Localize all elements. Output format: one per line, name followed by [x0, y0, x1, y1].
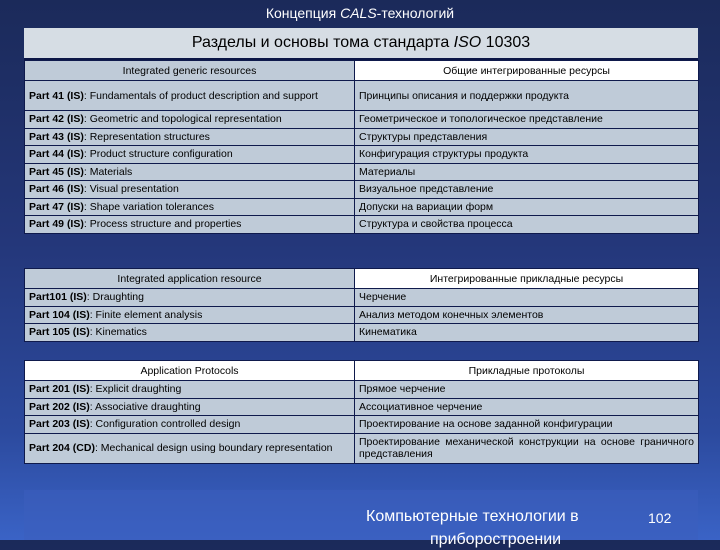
part-code: Part 104 (IS) — [29, 308, 90, 321]
table-row — [25, 289, 699, 307]
slide-title — [24, 28, 698, 60]
title-suffix: 10303 — [481, 34, 531, 51]
part-title-en: : Explicit draughting — [89, 383, 182, 396]
part-code: Part 204 (CD) — [29, 442, 95, 454]
table-row — [25, 306, 699, 324]
part-en-cell — [25, 381, 355, 399]
table-row — [25, 416, 699, 434]
part-code: Part 202 (IS) — [29, 400, 90, 413]
table-row — [25, 324, 699, 342]
part-title-en: : Fundamentals of product description and support — [83, 89, 318, 102]
table-row — [25, 198, 699, 216]
part-en-cell — [25, 289, 355, 307]
part-title-en: : Mechanical design using boundary representation — [94, 442, 333, 454]
part-ru-cell: Структура и свойства процесса — [355, 216, 699, 234]
part-en-cell — [25, 398, 355, 416]
table-row — [25, 146, 699, 164]
part-ru-cell: Черчение — [355, 289, 699, 307]
section-heading-en: Application Protocols — [25, 361, 355, 381]
part-en-cell — [25, 324, 355, 342]
part-code: Part 43 (IS) — [29, 130, 84, 143]
part-code: Part 203 (IS) — [29, 418, 90, 431]
title-prefix: Разделы и основы тома стандарта — [191, 34, 454, 51]
header-text-prefix: Концепция — [265, 5, 341, 21]
footer-band — [24, 490, 698, 540]
part-en-cell — [25, 433, 355, 463]
table-row — [25, 433, 699, 463]
part-code: Part 44 (IS) — [29, 148, 84, 161]
part-en-cell — [25, 306, 355, 324]
header-text-suffix: -технологий — [376, 5, 455, 21]
section-heading-ru: Интегрированные прикладные ресурсы — [355, 269, 699, 289]
part-code: Part 201 (IS) — [29, 383, 90, 396]
header-text-italic: CALS — [340, 5, 377, 21]
section-table-application-protocols — [24, 360, 699, 464]
part-en-cell — [25, 163, 355, 181]
part-en-cell — [25, 416, 355, 434]
part-code: Part 42 (IS) — [29, 113, 84, 126]
slide-header — [0, 0, 720, 26]
part-title-en: : Geometric and topological representation — [83, 113, 282, 126]
part-ru-cell: Материалы — [355, 163, 699, 181]
section-table-generic-resources — [24, 60, 699, 234]
part-title-en: : Draughting — [86, 291, 144, 304]
part-title-en: : Configuration controlled design — [89, 418, 241, 431]
table-row — [25, 381, 699, 399]
part-code: Part 105 (IS) — [29, 326, 90, 339]
part-ru-cell: Допуски на вариации форм — [355, 198, 699, 216]
section-heading-en: Integrated generic resources — [25, 61, 355, 81]
part-code: Part101 (IS) — [29, 291, 87, 304]
part-en-cell — [25, 128, 355, 146]
part-title-en: : Associative draughting — [89, 400, 201, 413]
part-en-cell — [25, 111, 355, 129]
section-heading-ru: Прикладные протоколы — [355, 361, 699, 381]
title-italic: ISO — [453, 34, 482, 51]
part-en-cell — [25, 198, 355, 216]
part-en-cell — [25, 181, 355, 199]
table-row — [25, 111, 699, 129]
part-en-cell — [25, 81, 355, 111]
part-title-en: : Kinematics — [89, 326, 147, 339]
part-title-en: : Visual presentation — [83, 183, 179, 196]
table-row — [25, 398, 699, 416]
footer-text: Компьютерные технологии в — [366, 508, 579, 525]
part-ru-cell: Конфигурация структуры продукта — [355, 146, 699, 164]
part-ru-cell: Проектирование механической конструкции на основе граничного представления — [355, 433, 699, 463]
part-en-cell — [25, 146, 355, 164]
footer-text-cut: приборостроении — [430, 531, 562, 548]
part-ru-cell: Прямое черчение — [355, 381, 699, 399]
part-title-en: : Finite element analysis — [89, 308, 203, 321]
page-number: 102 — [648, 510, 672, 526]
table-row — [25, 81, 699, 111]
part-code: Part 49 (IS) — [29, 218, 84, 231]
table-row — [25, 181, 699, 199]
part-title-en: : Product structure configuration — [83, 148, 233, 161]
part-code: Part 41 (IS) — [29, 89, 84, 102]
part-ru-cell: Кинематика — [355, 324, 699, 342]
part-ru-cell: Принципы описания и поддержки продукта — [355, 81, 699, 111]
table-row — [25, 128, 699, 146]
part-en-cell — [25, 216, 355, 234]
section-table-application-resource — [24, 268, 699, 342]
part-ru-cell: Анализ методом конечных элементов — [355, 306, 699, 324]
table-row — [25, 163, 699, 181]
part-title-en: : Process structure and properties — [83, 218, 242, 231]
part-ru-cell: Ассоциативное черчение — [355, 398, 699, 416]
part-title-en: : Representation structures — [83, 130, 210, 143]
part-ru-cell: Структуры представления — [355, 128, 699, 146]
section-heading-ru: Общие интегрированные ресурсы — [355, 61, 699, 81]
table-row — [25, 216, 699, 234]
part-code: Part 47 (IS) — [29, 200, 84, 213]
part-title-en: : Shape variation tolerances — [83, 200, 215, 213]
part-code: Part 46 (IS) — [29, 183, 84, 196]
part-title-en: : Materials — [83, 165, 133, 178]
section-heading-en: Integrated application resource — [25, 269, 355, 289]
part-ru-cell: Визуальное представление — [355, 181, 699, 199]
part-code: Part 45 (IS) — [29, 165, 84, 178]
part-ru-cell: Геометрическое и топологическое представление — [355, 111, 699, 129]
part-ru-cell: Проектирование на основе заданной конфигурации — [355, 416, 699, 434]
